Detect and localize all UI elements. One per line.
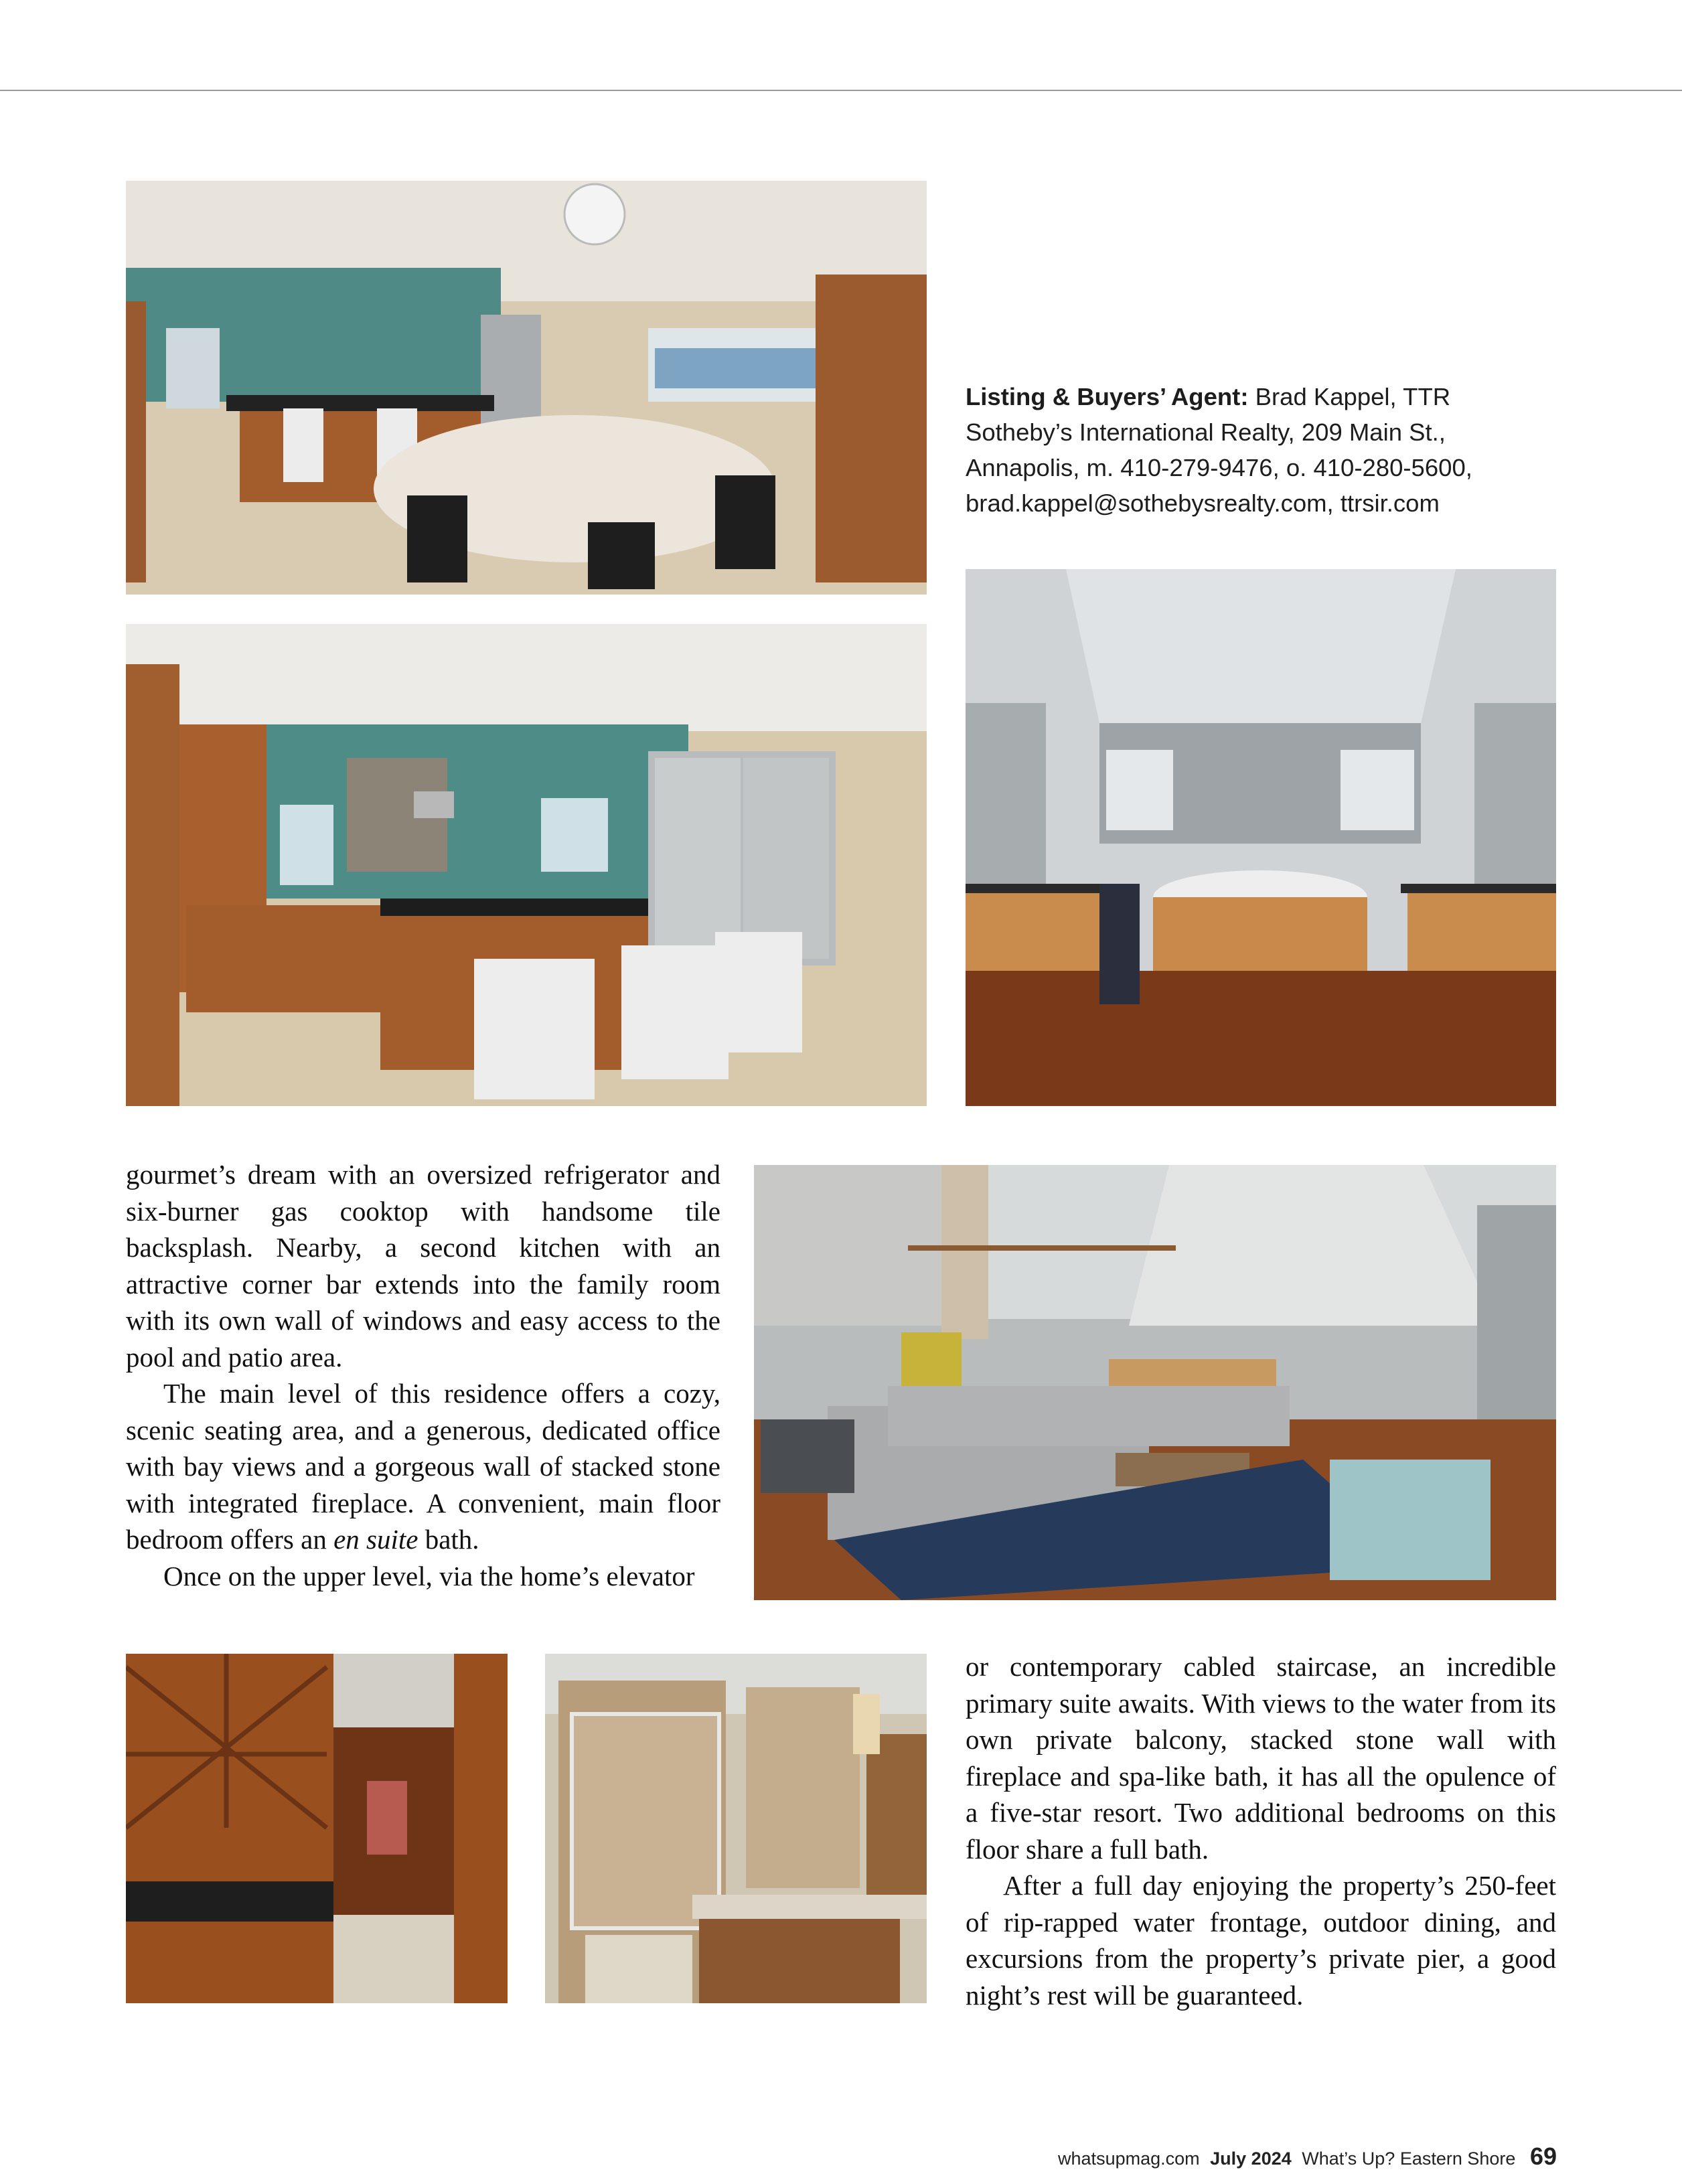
paragraph: gourmet’s dream with an oversized refrigerator and six-burner gas cooktop with handsome tile backsplash. Nearby, a second kitchen with an attractive corner bar extends into the family room with its own wall of windows and easy access to the pool and patio area. [126,1159,720,1373]
paragraph [126,1375,720,1558]
paragraph-text: The main level of this residence offers a cozy, scenic seating area, and a generous, dedicated office with bay views and a gorgeous wall of stacked stone with integrated fireplace. A convenient, main floor bedroom offers an [126,1378,720,1555]
article-column-left [126,1156,720,1594]
footer-date: July 2024 [1210,2149,1292,2169]
photo-shower-vanity [545,1654,927,2003]
agent-contact-web[interactable]: brad.kappel@sothebysrealty.com, ttrsir.com [966,489,1440,517]
paragraph: or contemporary cabled staircase, an incredible primary suite awaits. With views to the water from its own private balcony, stacked stone wall with fireplace and spa-like bath, it has all the opulence of a five-star resort. Two additional bedrooms on this floor share a full bath. [966,1651,1556,1865]
agent-company: Sotheby’s International Realty, 209 Main St., [966,418,1446,446]
page-footer [1058,2142,1557,2171]
page-number: 69 [1529,2142,1557,2170]
photo-kitchen-dining [126,181,927,595]
photo-living-room [754,1165,1556,1600]
italic-term: en suite [333,1524,418,1555]
agent-phones: Annapolis, m. 410-279-9476, o. 410-280-5600, [966,454,1472,481]
listing-agent-info [966,379,1568,521]
photo-kitchen-island [126,624,927,1106]
paragraph-text: bath. [418,1524,479,1555]
photo-wine-cellar [126,1654,508,2003]
photo-primary-bath-tub [966,569,1556,1106]
footer-publication: What’s Up? Eastern Shore [1302,2149,1516,2169]
footer-site[interactable]: whatsupmag.com [1058,2149,1200,2169]
article-column-right [966,1648,1556,2013]
paragraph: Once on the upper level, via the home’s elevator [163,1560,695,1591]
top-rule [0,90,1682,91]
agent-label: Listing & Buyers’ Agent: [966,383,1249,410]
agent-name: Brad Kappel, TTR [1248,383,1451,410]
paragraph: After a full day enjoying the property’s 250-feet of rip-rapped water frontage, outdoor dining, and excursions from the property’s private pier, a good night’s rest will be guaranteed. [966,1870,1556,2011]
